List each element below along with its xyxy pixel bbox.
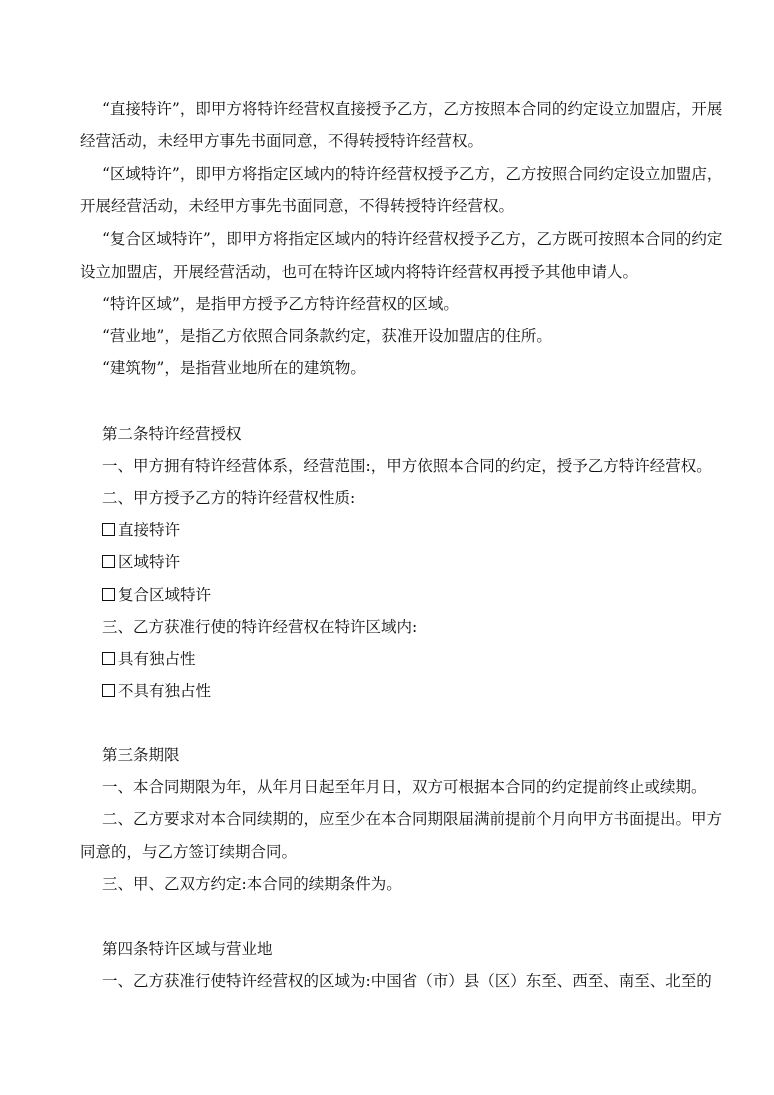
definition-business-site: “营业地”，是指乙方依照合同条款约定，获准开设加盟店的住所。 — [102, 327, 552, 345]
definition-direct-line1: “直接特许”，即甲方将特许经营权直接授予乙方，乙方按照本合同的约定设立加盟店，开展 — [102, 100, 723, 118]
option-compound — [102, 585, 211, 605]
article4-item1: 一、乙方获准行使特许经营权的区域为:中国省（市）县（区）东至、西至、南至、北至的 — [102, 972, 712, 990]
article3-item3: 三、甲、乙双方约定:本合同的续期条件为。 — [102, 875, 402, 893]
option-label: 具有独占性 — [118, 650, 196, 668]
definition-regional-line2: 开展经营活动，未经甲方事先书面同意，不得转授特许经营权。 — [80, 197, 515, 215]
article2-item1: 一、甲方拥有特许经营体系，经营范围:，甲方依照本合同的约定，授予乙方特许经营权。 — [102, 457, 712, 475]
definition-compound-line1: “复合区域特许”，即甲方将指定区域内的特许经营权授予乙方，乙方既可按照本合同的约定 — [102, 230, 723, 248]
checkbox-icon[interactable] — [102, 555, 115, 568]
article2-item2: 二、甲方授予乙方的特许经营权性质: — [102, 489, 356, 507]
definition-compound-line2: 设立加盟店，开展经营活动，也可在特许区域内将特许经营权再授予其他申请人。 — [80, 263, 639, 281]
option-regional — [102, 552, 180, 572]
checkbox-icon[interactable] — [102, 652, 115, 665]
option-exclusive — [102, 649, 196, 669]
checkbox-icon[interactable] — [102, 523, 115, 536]
article3-item2-line2: 同意的，与乙方签订续期合同。 — [80, 843, 298, 861]
article2-title: 第二条特许经营授权 — [102, 425, 242, 443]
option-label: 不具有独占性 — [118, 682, 212, 700]
option-label: 复合区域特许 — [118, 586, 212, 604]
definition-franchise-area: “特许区域”，是指甲方授予乙方特许经营权的区域。 — [102, 295, 459, 313]
definition-direct-line2: 经营活动，未经甲方事先书面同意，不得转授特许经营权。 — [80, 132, 484, 150]
article2-item3: 三、乙方获准行使的特许经营权在特许区域内: — [102, 618, 418, 636]
checkbox-icon[interactable] — [102, 684, 115, 697]
article3-title: 第三条期限 — [102, 746, 180, 764]
option-direct — [102, 520, 180, 540]
article3-item2-line1: 二、乙方要求对本合同续期的，应至少在本合同期限届满前提前个月向甲方书面提出。甲方 — [102, 810, 723, 828]
article4-title: 第四条特许区域与营业地 — [102, 940, 273, 958]
option-label: 直接特许 — [118, 521, 181, 539]
definition-regional-line1: “区域特许”，即甲方将指定区域内的特许经营权授予乙方，乙方按照合同约定设立加盟店， — [102, 165, 723, 183]
checkbox-icon[interactable] — [102, 588, 115, 601]
option-non-exclusive — [102, 681, 211, 701]
definition-building: “建筑物”，是指营业地所在的建筑物。 — [102, 359, 366, 377]
option-label: 区域特许 — [118, 553, 181, 571]
article3-item1: 一、本合同期限为年，从年月日起至年月日，双方可根据本合同的约定提前终止或续期。 — [102, 778, 707, 796]
